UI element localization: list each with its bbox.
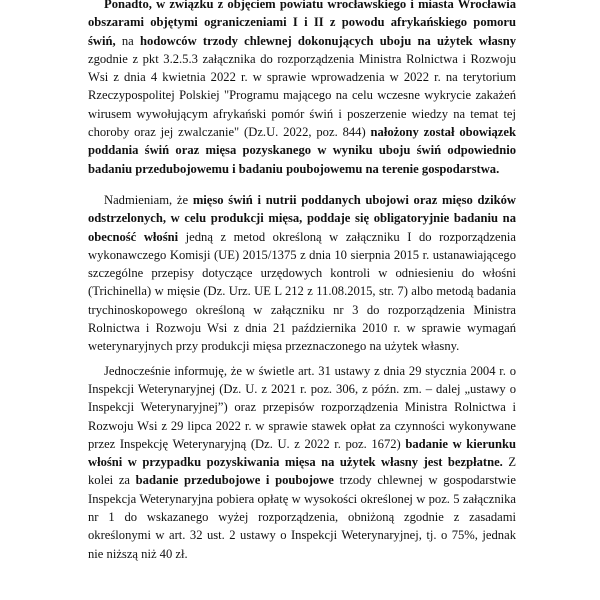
text-segment: mięso świń i nutrii poddanych ubojowi oraz mięso dzików odstrzelonych, w celu produkcji mięsa, poddaje się obligatoryjnie badaniu na obecność włośni [88,192,516,244]
paragraph-fees [88,362,516,563]
text-segment: nałożony został obowiązek poddania świń oraz mięsa pozyskanego w wyniku uboju świń odpowiednio badaniu przedubojowemu i badaniu poubojowemu na terenie gospodarstwa. [88,125,516,176]
text-segment: na [115,33,141,48]
text-segment: Nadmieniam, że [104,192,193,207]
text-segment: trzody chlewnej w gospodarstwie Inspekcja Weterynaryjna pobiera opłatę w wysokości określonej w poz. 5 załącznika nr 1 do wskazanego wyżej rozporządzenia, obniżoną zgodnie z zasadami określonymi w art. 32 ust. 2 ustawy o Inspekcji Weterynaryjnej, tj. o 75%, jednak nie niższą niż 40 zł. [88,473,516,561]
text-segment: badanie w kierunku włośni w przypadku pozyskiwania mięsa na użytek własny jest bezpłatne. [88,436,516,470]
text-segment: badanie przedubojowe i poubojowe [135,473,334,488]
text-segment: hodowców trzody chlewnej dokonujących uboju na użytek własny [140,33,516,48]
paragraph-trichinella-testing [88,191,516,356]
text-segment: Ponadto, w związku z objęciem powiatu wrocławskiego i miasta Wrocławia obszarami objętymi ograniczeniami I i II z powodu afrykańskiego pomoru świń, [88,0,516,48]
text-segment: Jednocześnie informuję, że w świetle art. 31 ustawy z dnia 29 stycznia 2004 r. o Inspekcji Weterynaryjnej (Dz. U. z 2021 r. poz. 306, z późn. zm. – dalej „ustawy o Inspekcji Weterynaryjnej”) oraz przepisów rozporządzenia Ministra Rolnictwa i Rozwoju Wsi z 29 lipca 2022 r. w sprawie stawek opłat za czynności wykonywane przez Inspekcję Weterynaryjną (Dz. U. z 2022 r. poz. 1672) [88,363,516,451]
text-segment: jedną z metod określoną w załączniku I do rozporządzenia wykonawczego Komisji (UE) 2015/1375 z dnia 10 sierpnia 2015 r. ustanawiającego szczególne przepisy dotyczące urzędowych kontroli w odniesieniu do włośni (Trichinella) w mięsie (Dz. Urz. UE L 212 z 11.08.2015, str. 7) albo metodą badania trychinoskopowego określoną w załączniku nr 3 do rozporządzenia Ministra Rolnictwa i Rozwoju Wsi z dnia 21 października 2010 r. w sprawie wymagań weterynaryjnych przy produkcji mięsa przeznaczonego na użytek własny. [88,229,517,354]
paragraph-asf-restrictions [88,0,516,178]
text-segment: zgodnie z pkt 3.2.5.3 załącznika do rozporządzenia Ministra Rolnictwa i Rozwoju Wsi z dnia 4 kwietnia 2022 r. w sprawie wprowadzenia w 2022 r. na terytorium Rzeczypospolitej Polskiej "Programu mającego na celu wczesne wykrycie zakażeń wirusem wywołującym afrykański pomór świń i poszerzenie wiedzy na temat tej choroby oraz jej zwalczanie" (Dz.U. 2022, poz. 844) [88,51,516,140]
text-segment: Z kolei za [88,455,517,488]
